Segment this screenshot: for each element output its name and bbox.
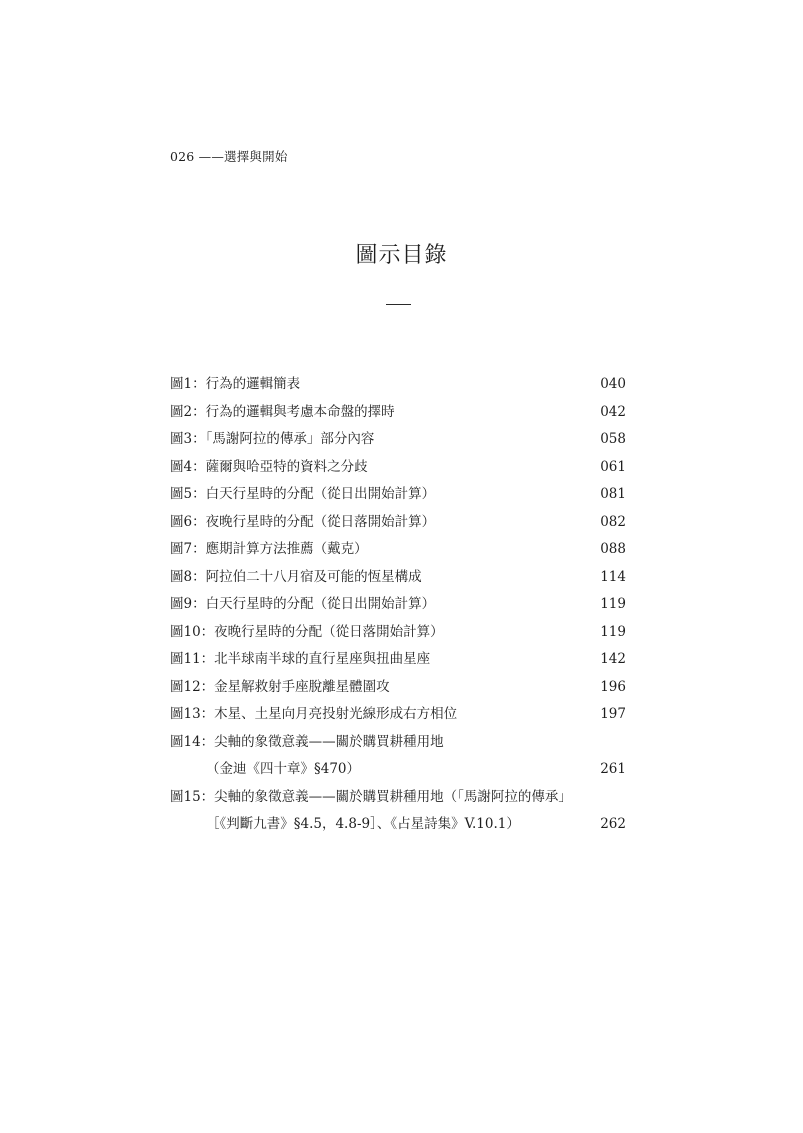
toc-entry-label: 圖3：「馬謝阿拉的傳承」部分內容 — [170, 431, 375, 447]
toc-entry-label: 圖11：北半球南半球的直行星座與扭曲星座 — [170, 651, 431, 667]
toc-entry-fig2 — [170, 399, 626, 427]
toc-entry-fig14 — [170, 729, 626, 757]
toc-entry-page: 119 — [600, 623, 626, 640]
running-head: 026 ——選擇與開始 — [170, 149, 288, 164]
toc-entry-label: 圖13：木星、土星向月亮投射光線形成右方相位 — [170, 706, 458, 722]
toc-entry-label: 圖5：白天行星時的分配（從日出開始計算） — [170, 486, 436, 502]
toc-entry-page: 142 — [600, 651, 626, 667]
toc-entry-fig11 — [170, 646, 626, 674]
toc-entry-label: ［《判斷九書》§4.5，4.8-9］、《占星詩集》V.10.1） — [206, 816, 520, 832]
toc-entry-fig3 — [170, 426, 626, 454]
figure-list — [170, 371, 626, 839]
toc-entry-label: 圖12：金星解救射手座脫離星體圍攻 — [170, 678, 390, 695]
toc-entry-fig10 — [170, 619, 626, 647]
toc-entry-fig4 — [170, 454, 626, 482]
toc-entry-page: 082 — [600, 513, 626, 530]
toc-entry-label: 圖8：阿拉伯二十八月宿及可能的恆星構成 — [170, 568, 422, 585]
toc-entry-fig14-continued — [170, 756, 626, 784]
toc-entry-page: 061 — [600, 458, 626, 475]
toc-entry-label: 圖15：尖軸的象徵意義——關於購買耕種用地（「馬謝阿拉的傳承」 — [170, 788, 572, 805]
toc-entry-fig7 — [170, 536, 626, 564]
toc-entry-page: 261 — [600, 761, 626, 777]
toc-entry-fig1 — [170, 371, 626, 399]
toc-entry-label: （金迪《四十章》§470） — [206, 761, 361, 777]
page-title: 圖示目錄 — [355, 243, 448, 268]
toc-entry-page: 088 — [600, 541, 626, 557]
toc-entry-page: 042 — [600, 403, 626, 420]
toc-entry-fig5 — [170, 481, 626, 509]
toc-entry-label: 圖6：夜晚行星時的分配（從日落開始計算） — [170, 513, 436, 530]
toc-entry-page: 119 — [600, 596, 626, 612]
toc-entry-label: 圖9：白天行星時的分配（從日出開始計算） — [170, 596, 436, 612]
toc-entry-page: 081 — [600, 486, 626, 502]
toc-entry-page: 114 — [600, 568, 626, 585]
toc-entry-page: 040 — [600, 376, 626, 392]
toc-entry-label: 圖14：尖軸的象徵意義——關於購買耕種用地 — [170, 733, 444, 750]
toc-entry-fig8 — [170, 564, 626, 592]
toc-entry-page: 262 — [600, 816, 626, 832]
toc-entry-label: 圖2：行為的邏輯與考慮本命盤的擇時 — [170, 403, 395, 420]
toc-entry-label: 圖7：應期計算方法推薦（戴克） — [170, 541, 368, 557]
toc-entry-label: 圖10：夜晚行星時的分配（從日落開始計算） — [170, 623, 444, 640]
toc-entry-fig15-continued — [170, 811, 626, 839]
title-divider — [386, 304, 411, 305]
toc-entry-page: 197 — [600, 706, 626, 722]
toc-entry-fig9 — [170, 591, 626, 619]
toc-entry-fig13 — [170, 701, 626, 729]
toc-entry-fig6 — [170, 509, 626, 537]
toc-entry-page: 058 — [600, 431, 626, 447]
toc-entry-label: 圖1：行為的邏輯簡表 — [170, 376, 301, 392]
toc-entry-fig12 — [170, 674, 626, 702]
toc-entry-label: 圖4：薩爾與哈亞特的資料之分歧 — [170, 458, 368, 475]
toc-entry-page: 196 — [600, 678, 626, 695]
toc-entry-fig15 — [170, 784, 626, 812]
